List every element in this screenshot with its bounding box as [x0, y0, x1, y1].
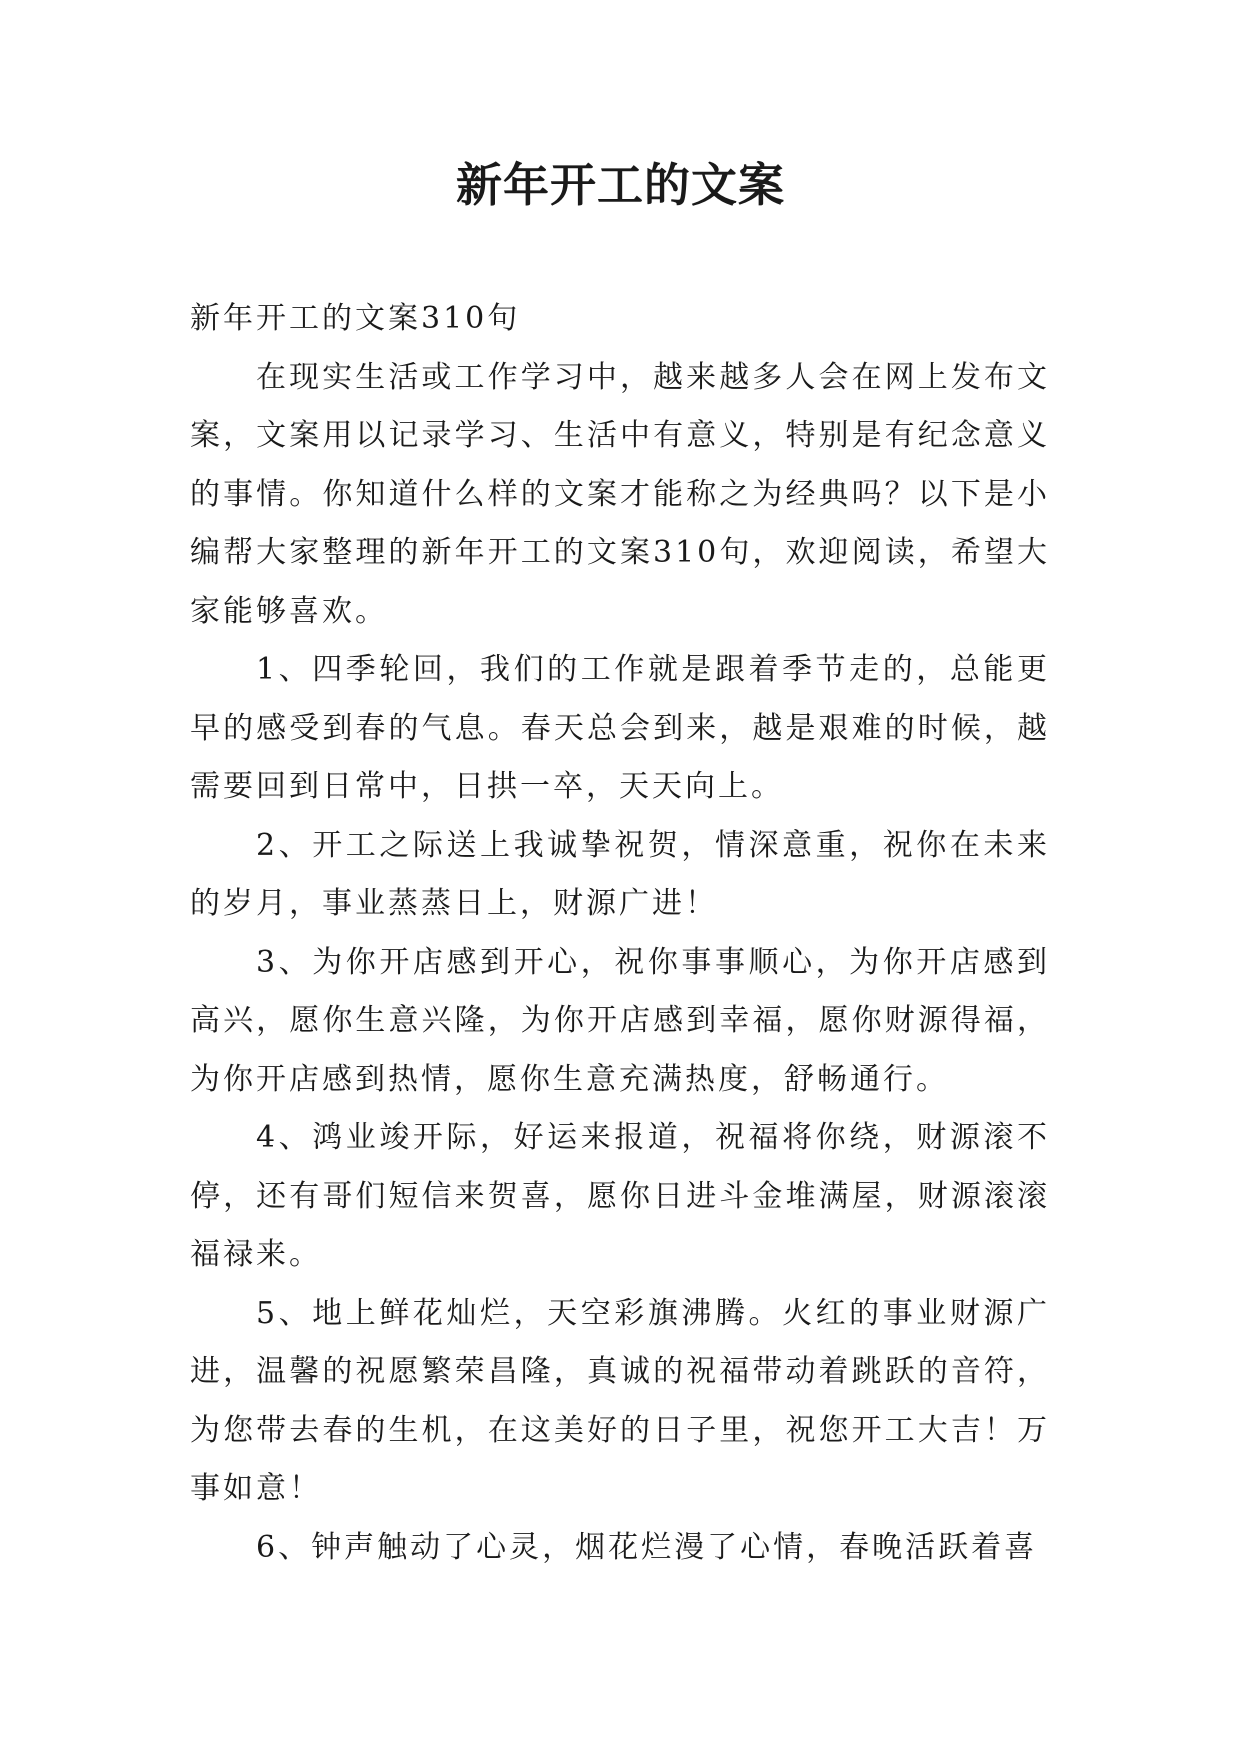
list-item: 6、钟声触动了心灵，烟花烂漫了心情，春晚活跃着喜	[256, 1529, 1038, 1565]
document-body	[190, 290, 1050, 1577]
intro-paragraph: 在现实生活或工作学习中，越来越多人会在网上发布文案，文案用以记录学习、生活中有意义，特别是有纪念意义的事情。你知道什么样的文案才能称之为经典吗？以下是小编帮大家整理的新年开工的文案310句，欢迎阅读，希望大家能够喜欢。	[190, 359, 1050, 629]
list-item: 1、四季轮回，我们的工作就是跟着季节走的，总能更早的感受到春的气息。春天总会到来，越是艰难的时候，越需要回到日常中，日拱一卒，天天向上。	[190, 652, 1050, 804]
list-item: 5、地上鲜花灿烂，天空彩旗沸腾。火红的事业财源广进，温馨的祝愿繁荣昌隆，真诚的祝福带动着跳跃的音符，为您带去春的生机，在这美好的日子里，祝您开工大吉！万事如意！	[190, 1295, 1050, 1506]
document-subtitle: 新年开工的文案310句	[190, 301, 521, 336]
list-item: 4、鸿业竣开际，好运来报道，祝福将你绕，财源滚不停，还有哥们短信来贺喜，愿你日进斗金堆满屋，财源滚滚福禄来。	[190, 1120, 1050, 1272]
list-item: 3、为你开店感到开心，祝你事事顺心，为你开店感到高兴，愿你生意兴隆，为你开店感到幸福，愿你财源得福，为你开店感到热情，愿你生意充满热度，舒畅通行。	[190, 944, 1050, 1097]
document-title: 新年开工的文案	[456, 158, 785, 212]
list-item: 2、开工之际送上我诚挚祝贺，情深意重，祝你在未来的岁月，事业蒸蒸日上，财源广进！	[190, 827, 1050, 921]
